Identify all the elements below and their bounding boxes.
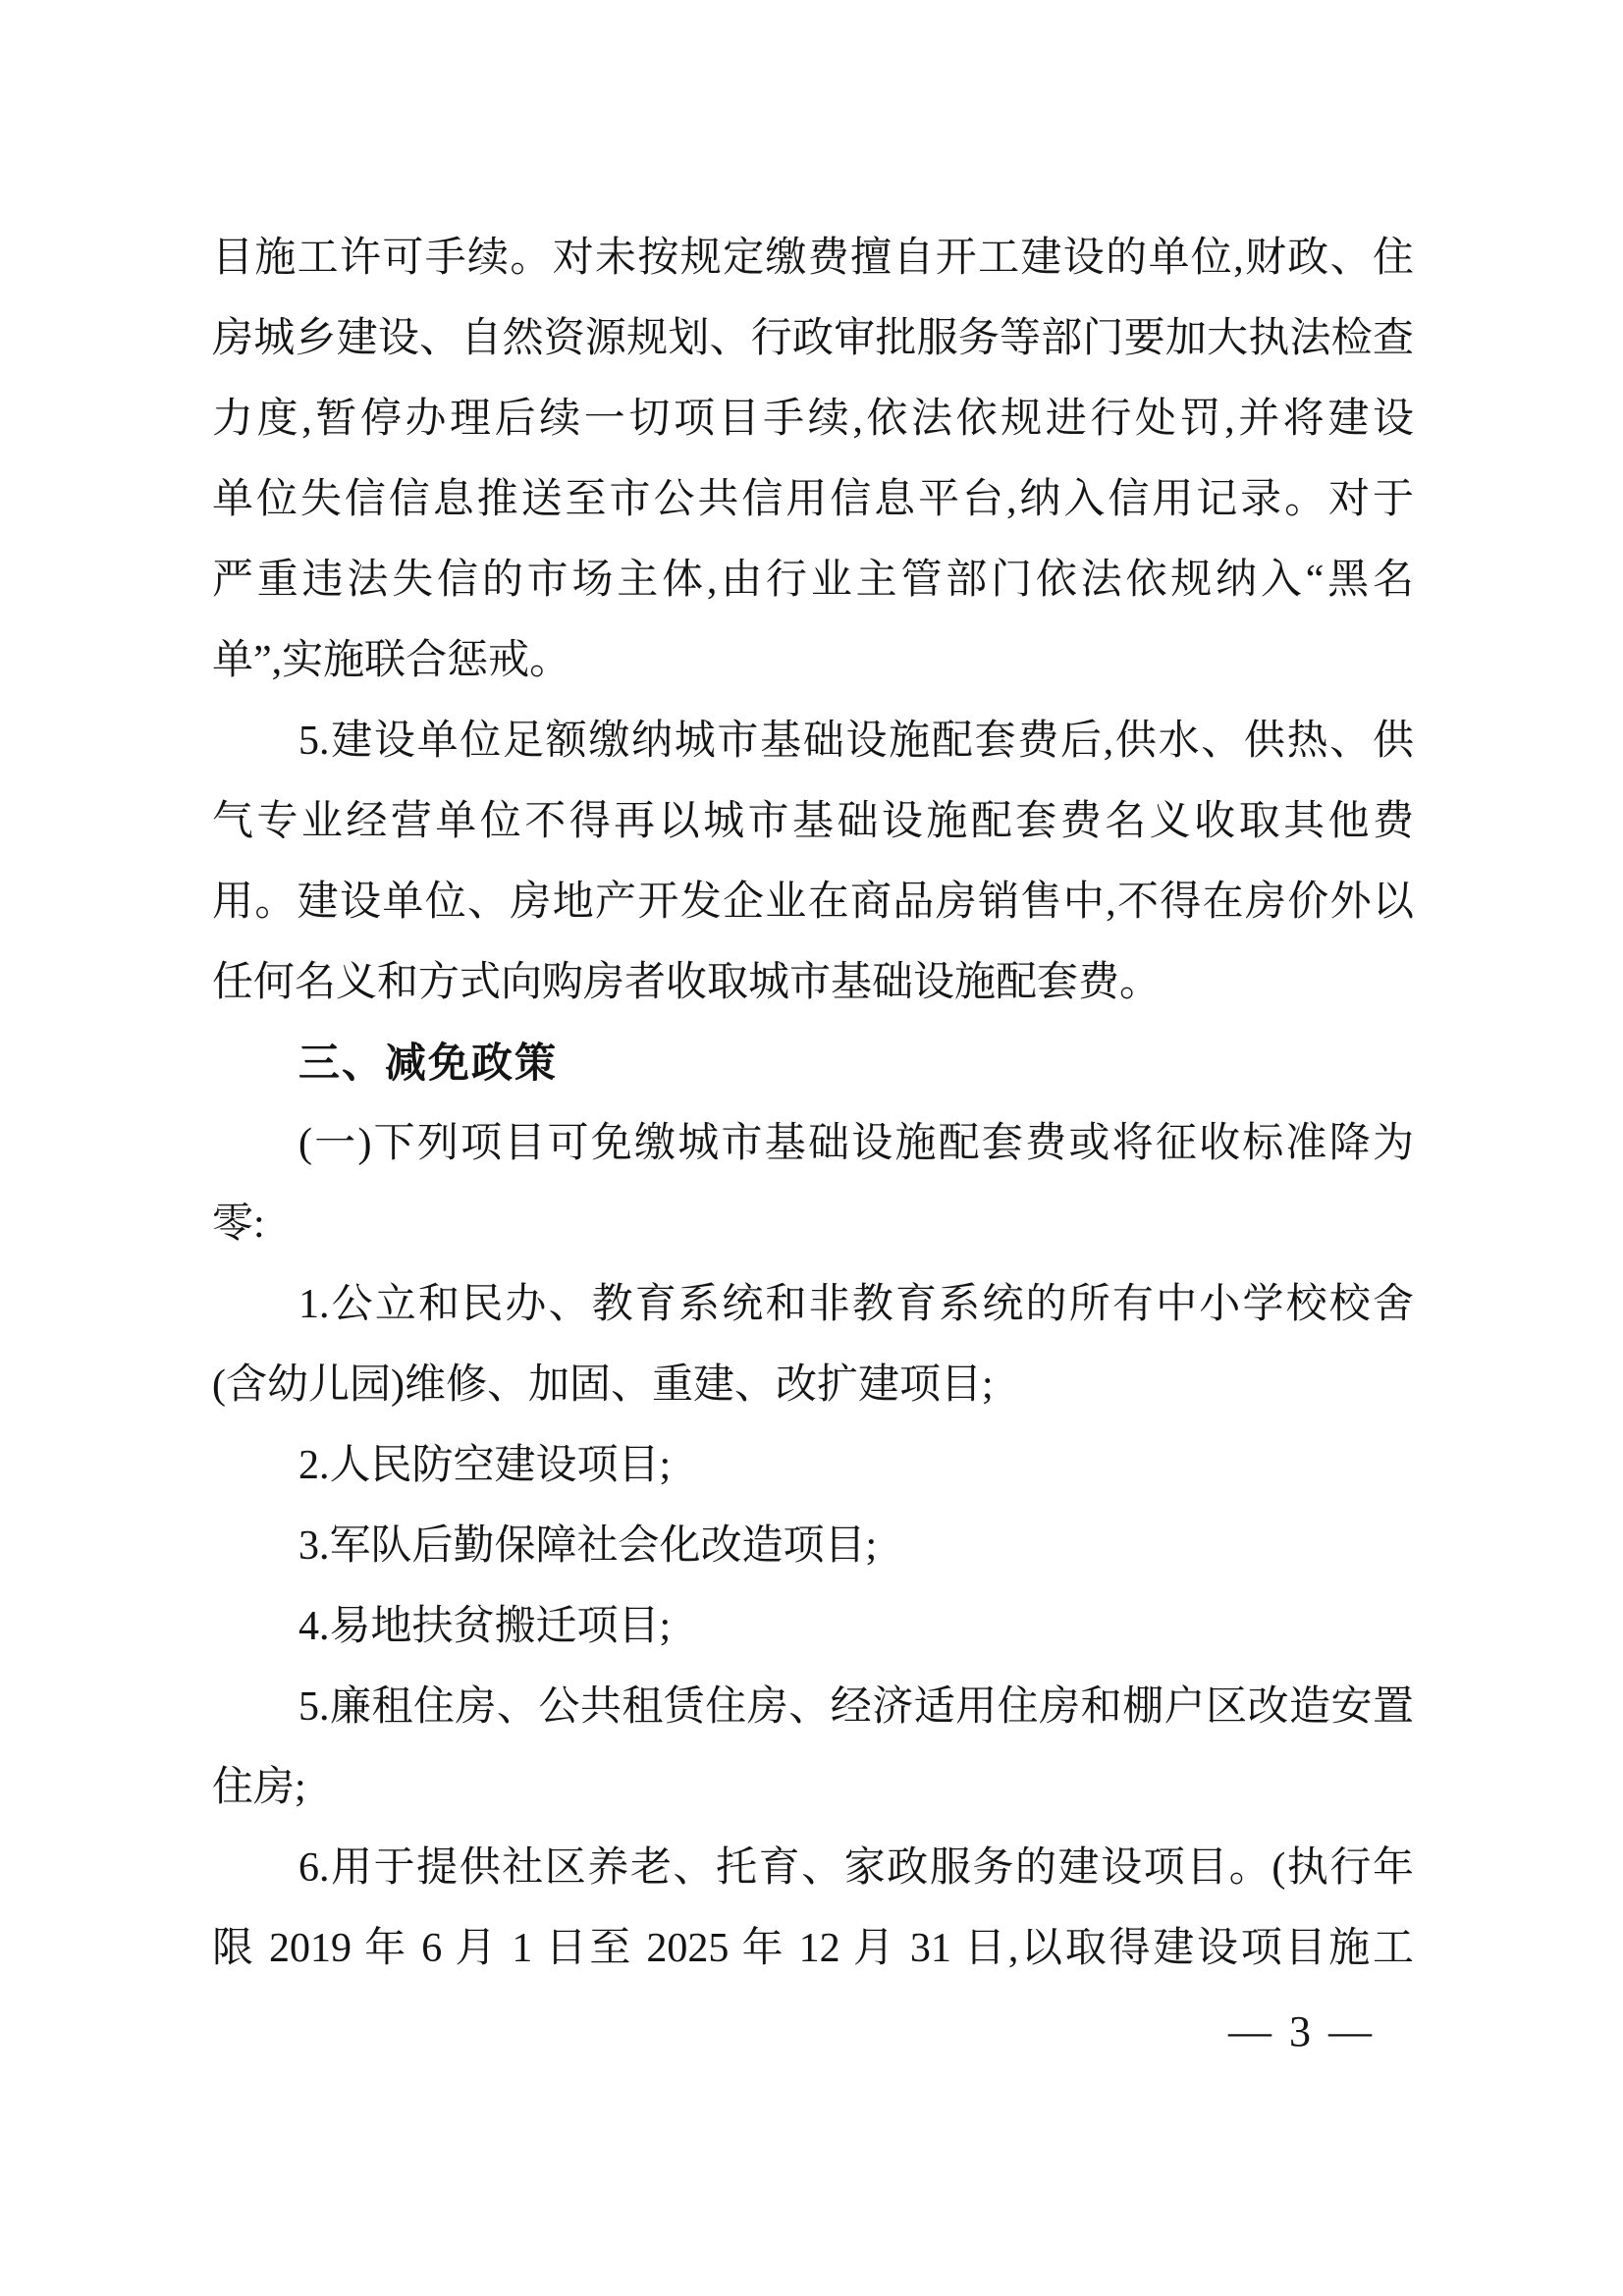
text-line: 任何名义和方式向购房者收取城市基础设施配套费。 — [212, 960, 1162, 1005]
text-line: 2.人民防空建设项目; — [298, 1443, 672, 1488]
footer-right-dash: — — [1328, 2007, 1372, 2056]
text-line: 6.用于提供社区养老、托育、家政服务的建设项目。(执行年 — [298, 1845, 1414, 1891]
text-line: (含幼儿园)维修、加固、重建、改扩建项目; — [212, 1362, 994, 1408]
text-line: 用。建设单位、房地产开发企业在商品房销售中,不得在房价外以 — [212, 880, 1414, 925]
page-footer — [1228, 2001, 1372, 2063]
footer-left-dash: — — [1228, 2007, 1271, 2056]
text-line: 零: — [212, 1201, 265, 1247]
text-line: 限 2019 年 6 月 1 日至 2025 年 12 月 31 日,以取得建设项目施工 — [212, 1926, 1414, 1971]
text-line: 住房; — [212, 1765, 306, 1810]
text-line: (一)下列项目可免缴城市基础设施配套费或将征收标准降为 — [298, 1121, 1414, 1166]
text-line: 力度,暂停办理后续一切项目手续,依法依规进行处罚,并将建设 — [212, 397, 1414, 442]
text-line: 4.易地扶贫搬迁项目; — [298, 1604, 672, 1649]
text-line: 5.廉租住房、公共租赁住房、经济适用住房和棚户区改造安置 — [298, 1684, 1414, 1730]
text-line: 单”,实施联合惩戒。 — [212, 638, 571, 683]
text-line: 房城乡建设、自然资源规划、行政审批服务等部门要加大执法检查 — [212, 316, 1414, 361]
document-body — [212, 218, 1414, 1989]
text-line: 单位失信信息推送至市公共信用信息平台,纳入信用记录。对于 — [212, 477, 1414, 522]
text-line: 气专业经营单位不得再以城市基础设施配套费名义收取其他费 — [212, 799, 1414, 844]
text-line: 5.建设单位足额缴纳城市基础设施配套费后,供水、供热、供 — [298, 719, 1414, 764]
text-line: 3.军队后勤保障社会化改造项目; — [298, 1523, 878, 1569]
text-line: 目施工许可手续。对未按规定缴费擅自开工建设的单位,财政、住 — [212, 236, 1414, 281]
page-number: 3 — [1289, 2007, 1311, 2056]
section-heading: 三、减免政策 — [298, 1040, 559, 1086]
text-line: 严重违法失信的市场主体,由行业主管部门依法依规纳入“黑名 — [212, 558, 1414, 603]
text-line: 1.公立和民办、教育系统和非教育系统的所有中小学校校舍 — [298, 1282, 1414, 1327]
